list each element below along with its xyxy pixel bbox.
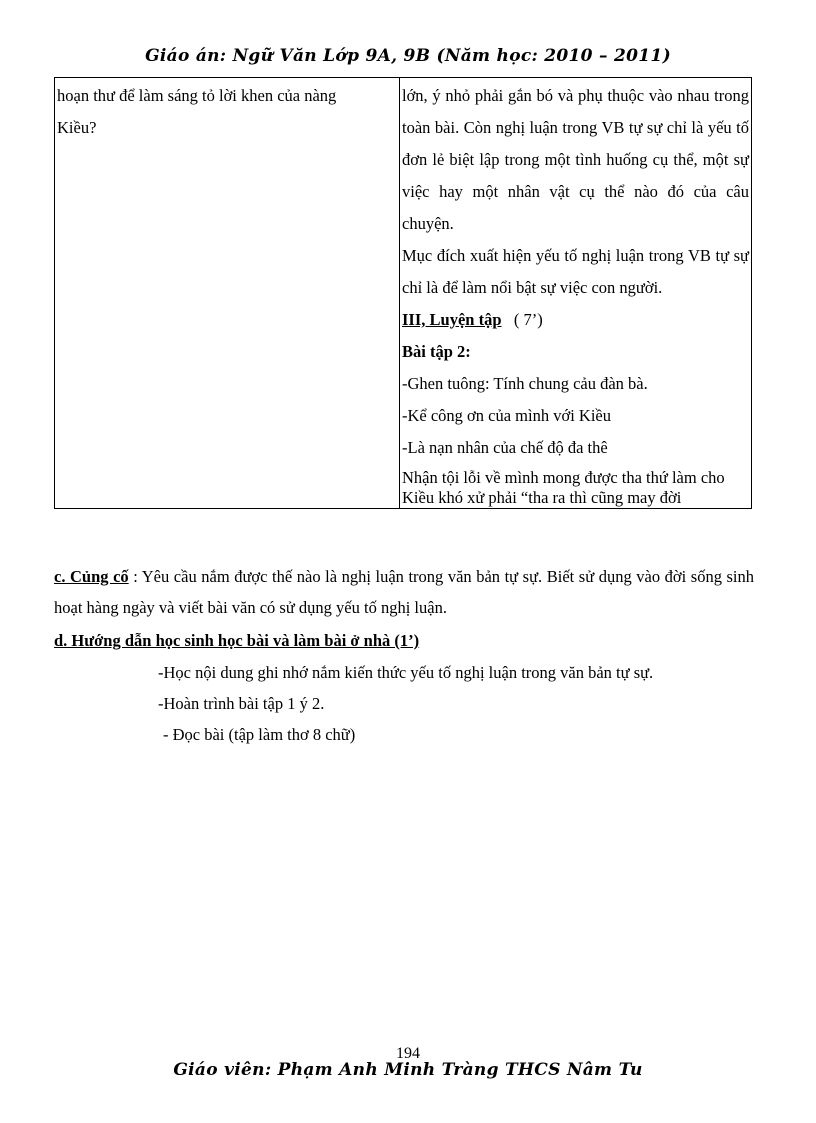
consolidation-section — [54, 561, 754, 623]
guide-item-3: - Đọc bài (tập làm thơ 8 chữ) — [163, 725, 356, 744]
page-header: Giáo án: Ngữ Văn Lớp 9A, 9B (Năm học: 2010 – 2011) — [145, 46, 671, 66]
consolidation-label: c. Củng cố — [54, 567, 129, 586]
consolidation-text: : Yêu cầu nắm được thế nào là nghị luận trong văn bản tự sự. Biết sử dụng vào đời sống sinh hoạt hàng ngày và viết bài văn có sử dụng yếu tố nghị luận. — [54, 567, 755, 617]
question-line-1: hoạn thư để làm sáng tỏ lời khen của nàng — [57, 86, 337, 105]
practice-heading-line — [402, 304, 749, 336]
guide-item-1: -Học nội dung ghi nhớ nắm kiến thức yếu tố nghị luận trong văn bản tự sự. — [158, 663, 654, 682]
guide-item-2: -Hoàn trình bài tập 1 ý 2. — [158, 694, 325, 713]
page-footer: Giáo viên: Phạm Anh Minh Tràng THCS Nâm Tu — [173, 1060, 643, 1080]
table-row — [55, 78, 752, 509]
lesson-table — [54, 77, 752, 509]
question-cell — [55, 78, 400, 509]
exercise-title: Bài tập 2: — [402, 342, 471, 361]
practice-heading: III, Luyện tập — [402, 310, 502, 329]
page-number: 194 — [396, 1045, 420, 1062]
exercise-item-2: -Kể công ơn của mình với Kiều — [402, 406, 611, 425]
answer-cell — [400, 78, 752, 509]
practice-time: ( 7’) — [513, 310, 543, 329]
guide-section — [54, 625, 754, 656]
exercise-item-1: -Ghen tuông: Tính chung cảu đàn bà. — [402, 374, 648, 393]
exercise-item-3: -Là nạn nhân của chế độ đa thê — [402, 438, 608, 457]
exercise-item-4: Nhận tội lỗi về mình mong được tha thứ làm cho Kiều khó xử phải “tha ra thì cũng may đời — [402, 468, 725, 507]
guide-list — [158, 657, 758, 750]
guide-heading: d. Hướng dẫn học sinh học bài và làm bài ở nhà (1’) — [54, 631, 420, 650]
question-line-2: Kiều? — [57, 118, 97, 137]
answer-paragraph-2: Mục đích xuất hiện yếu tố nghị luận trong VB tự sự chỉ là để làm nổi bật sự việc con người. — [402, 246, 749, 297]
answer-paragraph-1: lớn, ý nhỏ phải gắn bó và phụ thuộc vào nhau trong toàn bài. Còn nghị luận trong VB tự sự chỉ là yếu tố đơn lẻ biệt lập trong một tình huống cụ thể, một sự việc hay một nhân vật cụ thể nào đó của câu chuyện. — [402, 86, 749, 233]
